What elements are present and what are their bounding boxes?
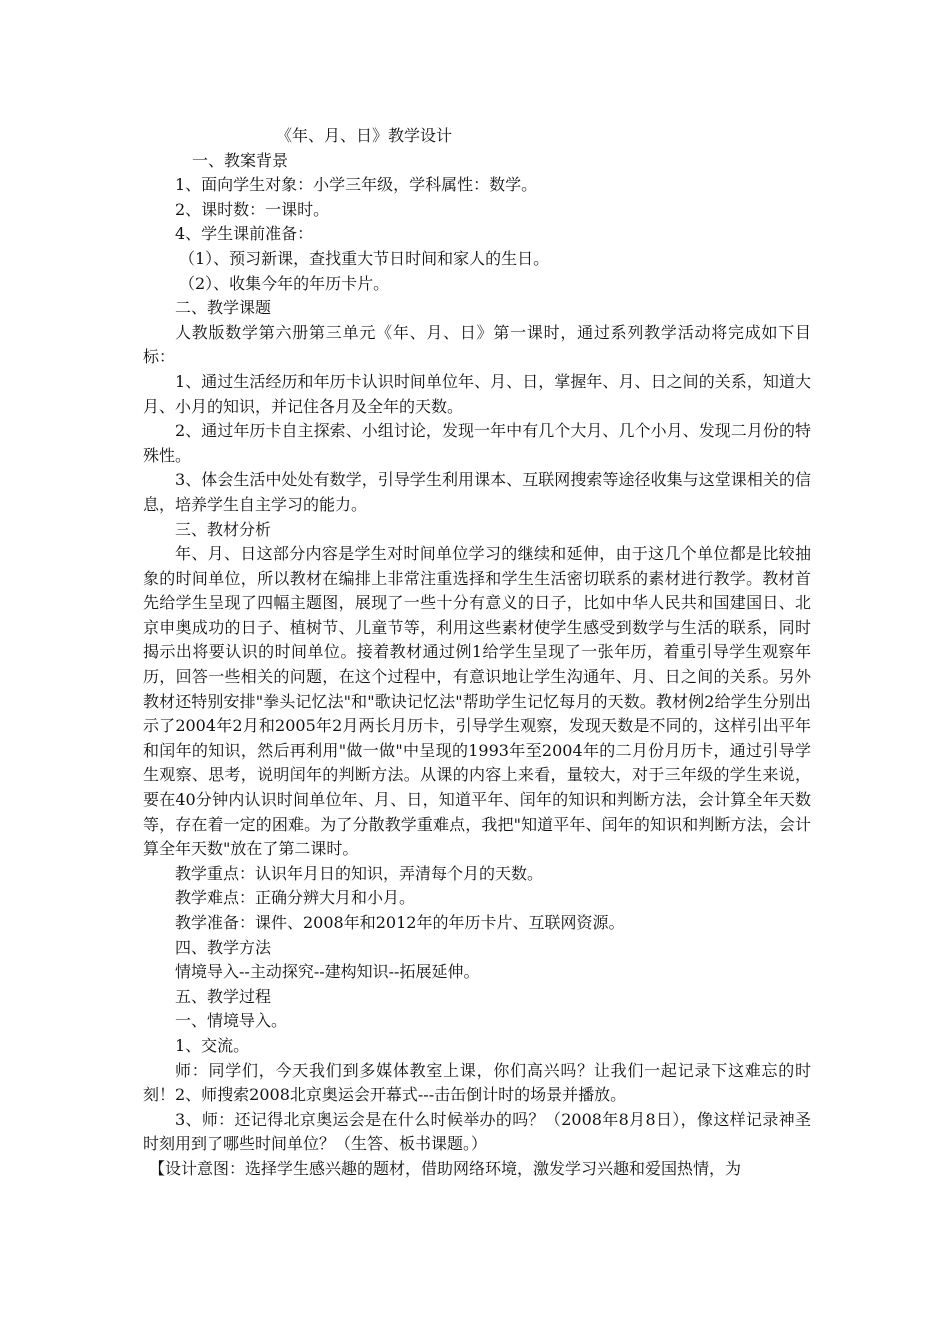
- preparation-item-1: （1）、预习新课，查找重大节日时间和家人的生日。: [179, 248, 550, 268]
- teaching-preparation: 教学准备：课件、2008年和2012年的年历卡片、互联网资源。: [175, 913, 625, 932]
- goal-2-paragraph: 2、通过年历卡自主探索、小组讨论，发现一年中有几个大月、几个小月、发现二月份的特殊性。: [143, 421, 811, 465]
- section-heading-background: 一、教案背景: [192, 150, 289, 170]
- student-preparation-line: 4、学生课前准备：: [175, 224, 314, 244]
- preparation-item-2: （2）、收集今年的年历卡片。: [179, 273, 390, 293]
- teaching-difficulty: 教学难点：正确分辨大月和小月。: [175, 888, 416, 908]
- teaching-methods-line: 情境导入--主动探究--建构知识--拓展延伸。: [175, 962, 480, 982]
- topic-intro-paragraph: 人教版数学第六册第三单元《年、月、日》第一课时，通过系列教学活动将完成如下目标：: [143, 322, 811, 367]
- goal-3-paragraph: 3、体会生活中处处有数学，引导学生利用课本、互联网搜索等途径收集与这堂课相关的信息，培养学生自主学习的能力。: [143, 470, 811, 514]
- goal-1-paragraph: 1、通过生活经历和年历卡认识时间单位年、月、日，掌握年、月、日之间的关系，知道大月、小月的知识，并记住各月及全年的天数。: [143, 371, 811, 416]
- section-heading-material-analysis: 三、教材分析: [175, 519, 272, 539]
- teacher-dialogue-paragraph: 师：同学们，今天我们到多媒体教室上课，你们高兴吗？让我们一起记录下这难忘的时刻！2、师搜索2008北京奥运会开幕式---击缶倒计时的场景并播放。: [143, 1060, 811, 1105]
- section-heading-topic: 二、教学课题: [175, 298, 272, 318]
- process-step-communicate: 1、交流。: [175, 1035, 250, 1055]
- section-heading-process: 五、教学过程: [175, 986, 272, 1006]
- document-page: [143, 124, 811, 1182]
- section-heading-methods: 四、教学方法: [175, 937, 272, 957]
- material-analysis-paragraph: 年、月、日这部分内容是学生对时间单位学习的继续和延伸，由于这几个单位都是比较抽象的时间单位，所以教材在编排上非常注重选择和学生生活密切联系的素材进行教学。教材首先给学生呈现了四幅主题图，展现了一些十分有意义的日子，比如中华人民共和国建国日、北京申奥成功的日子、植树节、儿童节等，利用这些素材使学生感受到数学与生活的联系，同时揭示出将要认识的时间单位。接着教材通过例1给学生呈现了一张年历，着重引导学生观察年历，回答一些相关的问题，在这个过程中，有意识地让学生沟通年、月、日之间的关系。另外教材还特别安排"拳头记忆法"和"歌诀记忆法"帮助学生记忆每月的天数。教材例2给学生分别出示了2004年2月和2005年2月两长月历卡，引导学生观察，发现天数是不同的，这样引出平年和闰年的知识，然后再利用"做一做"中呈现的1993年至2004年的二月份月历卡，通过引导学生观察、思考，说明闰年的判断方法。从课的内容上来看，量较大，对于三年级的学生来说，要在40分钟内认识时间单位年、月、日，知道平年、闰年的知识和判断方法，会计算全年天数等，存在着一定的困难。为了分散教学重难点，我把"知道平年、闰年的知识和判断方法，会计算全年天数"放在了第二课时。: [143, 544, 811, 859]
- process-step-intro: 一、情境导入。: [175, 1011, 288, 1031]
- olympics-question-paragraph: 3、师：还记得北京奥运会是在什么时候举办的吗？（2008年8月8日），像这样记录神圣时刻用到了哪些时间单位？（生答、板书课题。）: [143, 1109, 811, 1154]
- document-title: 《年、月、日》教学设计: [276, 126, 453, 145]
- target-students-line: 1、面向学生对象：小学三年级，学科属性：数学。: [175, 175, 538, 195]
- design-intent-line: 【设计意图：选择学生感兴趣的题材，借助网络环境，激发学习兴趣和爱国热情，为: [149, 1158, 742, 1178]
- class-hours-line: 2、课时数：一课时。: [175, 199, 330, 219]
- teaching-key-point: 教学重点：认识年月日的知识，弄清每个月的天数。: [175, 863, 544, 883]
